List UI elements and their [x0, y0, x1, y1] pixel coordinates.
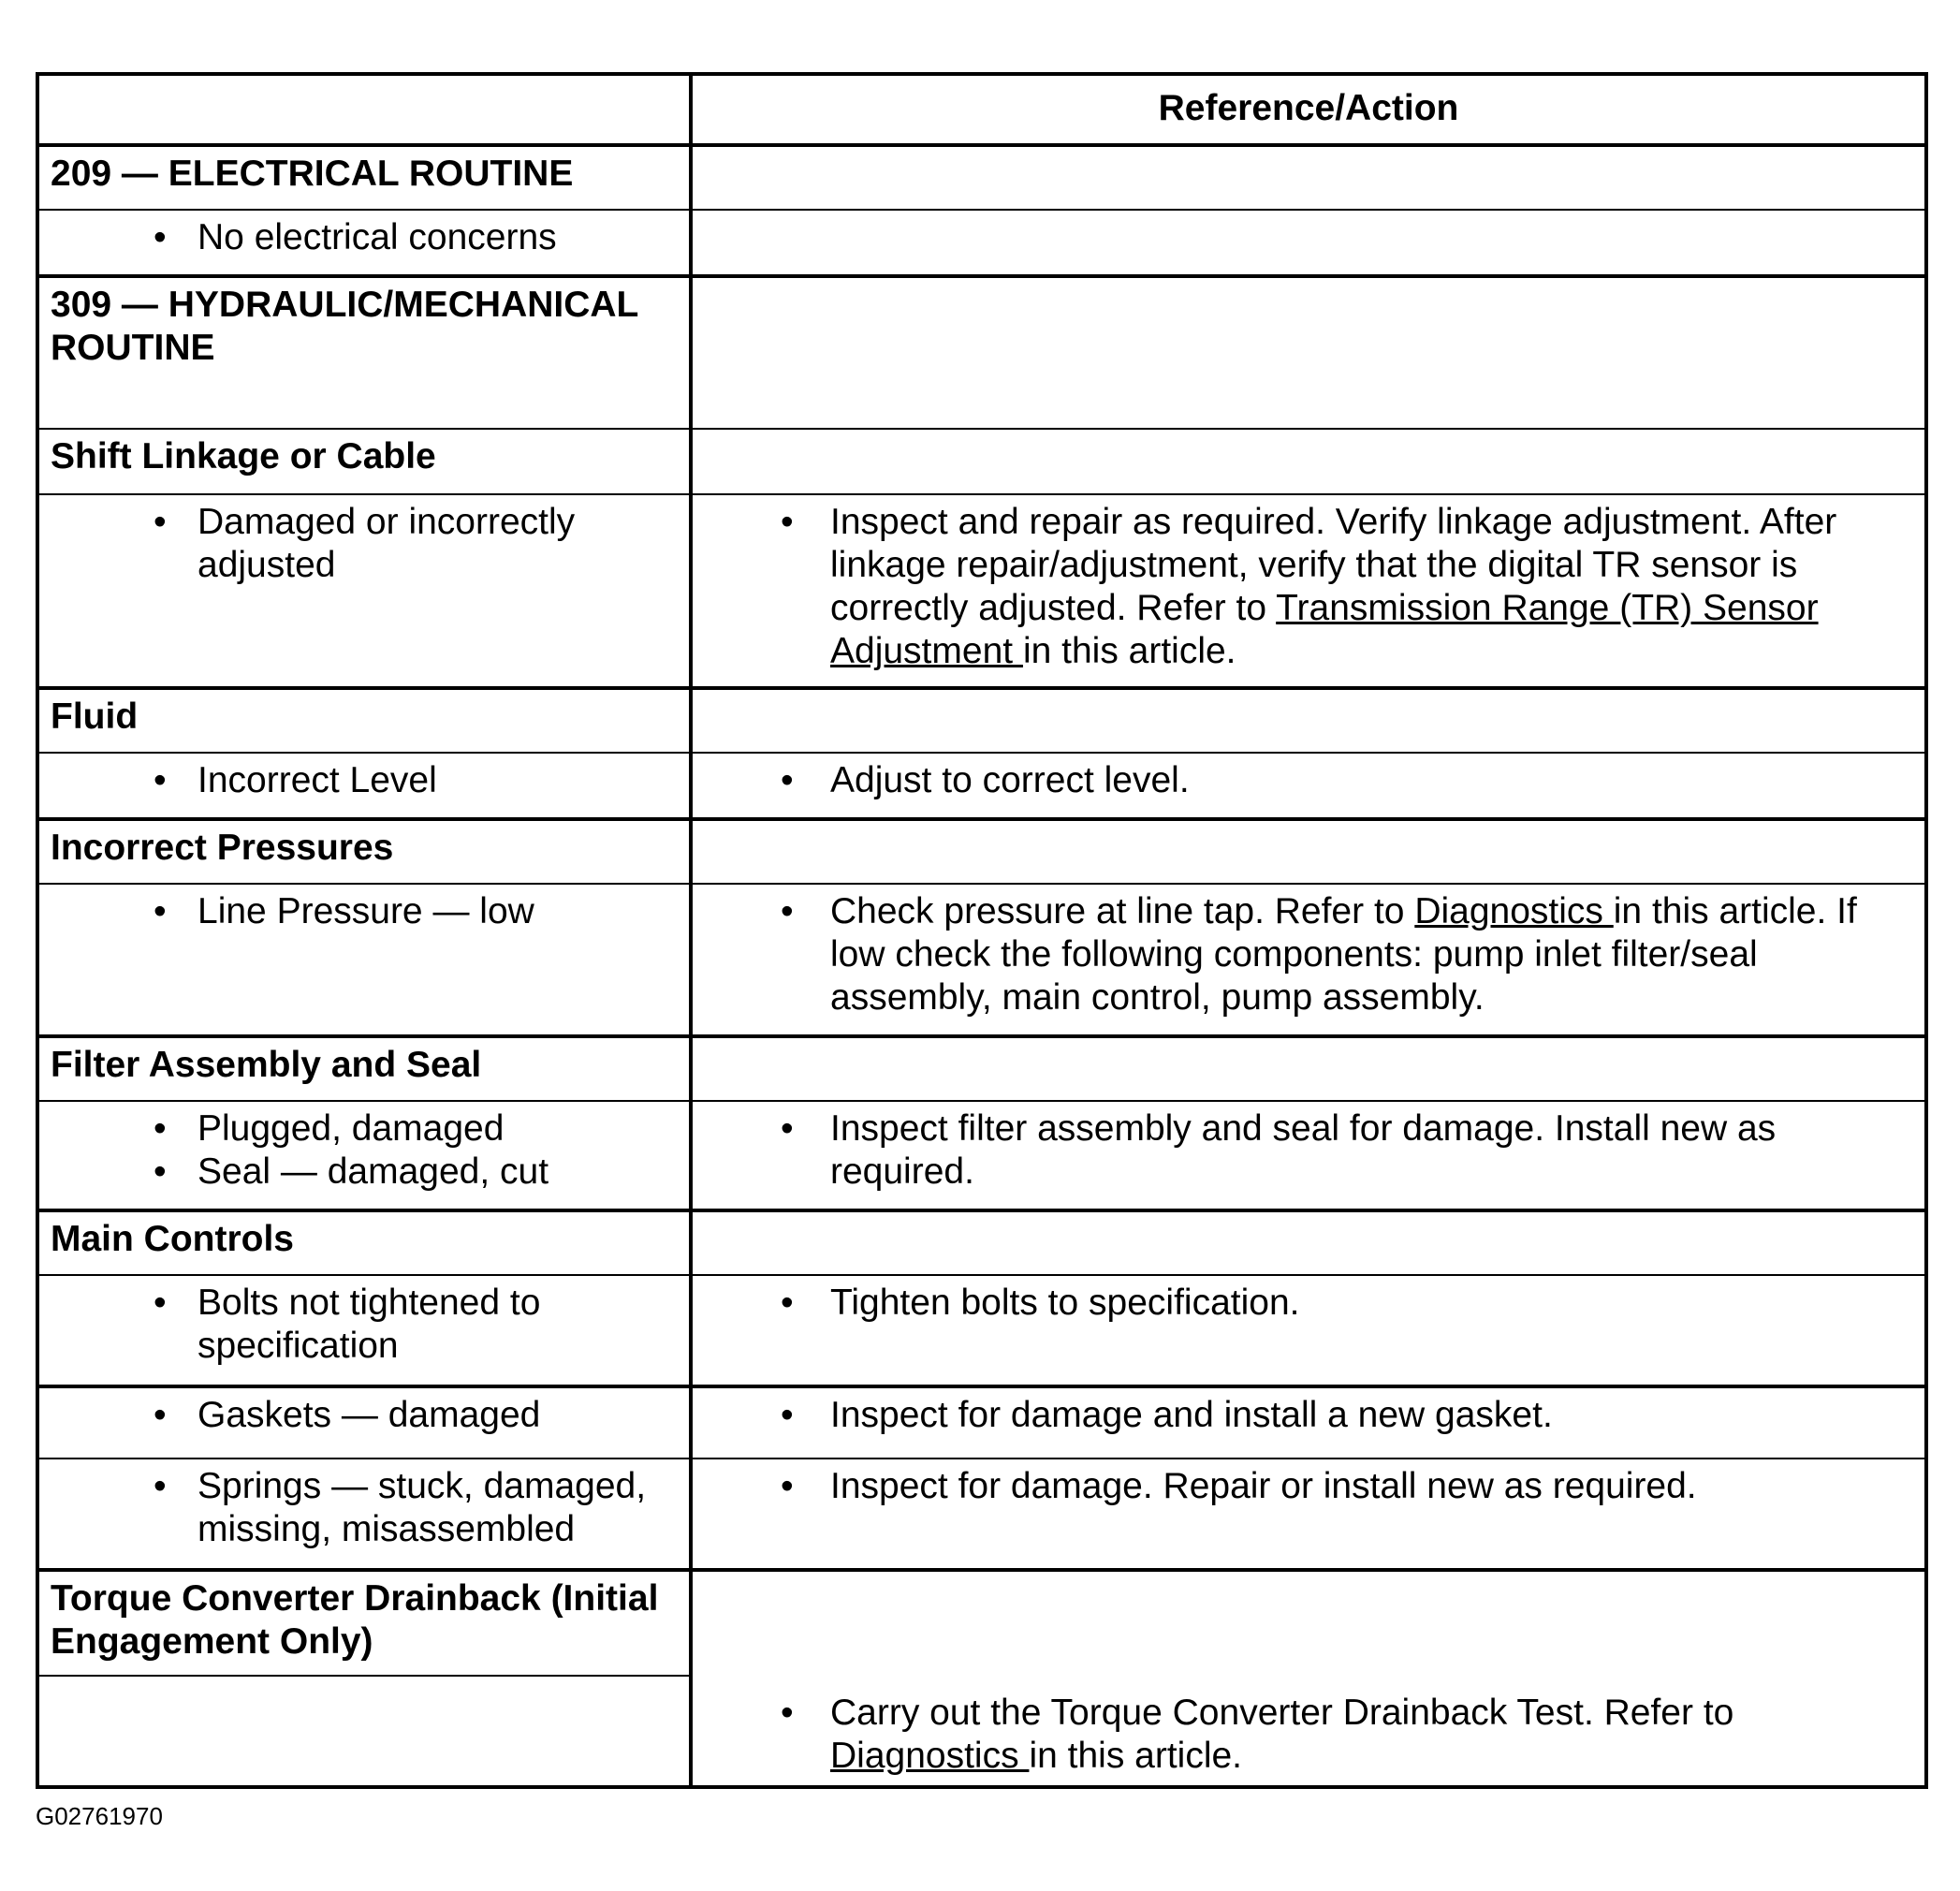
list-item: • Inspect filter assembly and seal for damage. Install new as required.: [781, 1108, 1777, 1192]
list-item: • Incorrect Level: [154, 760, 437, 800]
table-row: [39, 752, 1924, 817]
list-item: • Seal — damaged, cut: [154, 1151, 549, 1192]
list-item: • Carry out the Torque Converter Drainback Test. Refer to Diagnostics in this article.: [781, 1693, 1734, 1776]
table-row: [39, 1209, 1924, 1274]
row-action: [693, 885, 1924, 1034]
row-heading: Main Controls: [39, 1212, 693, 1274]
table-row: [39, 209, 1924, 274]
list-item: • Adjust to correct level.: [781, 760, 1190, 800]
list-item: • Inspect and repair as required. Verify linkage adjustment. After linkage repair/adjustment, verify that the digital TR sensor is correctly adjusted. Refer to Transmission Range (TR) Sensor Adjustment in this article.: [781, 502, 1837, 671]
row-condition: [39, 1388, 693, 1458]
list-item: • Check pressure at line tap. Refer to Diagnostics in this article. If low check the following components: pump inlet filter/seal assembly, main control, pump assembly.: [781, 891, 1857, 1018]
bullet-icon: •: [154, 1395, 167, 1435]
bullet-icon: •: [154, 1283, 167, 1323]
row-heading: 309 — HYDRAULIC/MECHANICAL ROUTINE: [39, 278, 693, 428]
bullet-icon: •: [154, 891, 167, 931]
list-item: • Damaged or incorrectly adjusted: [154, 502, 576, 585]
bullet-icon: •: [154, 760, 167, 800]
row-action: [693, 495, 1924, 686]
row-action: [693, 754, 1924, 817]
table-row: [39, 1034, 1924, 1100]
row-heading: 209 — ELECTRICAL ROUTINE: [39, 147, 693, 209]
bullet-icon: •: [781, 502, 794, 542]
bullet-icon: •: [154, 1108, 167, 1149]
bullet-icon: •: [781, 1395, 794, 1435]
row-action: [693, 278, 1924, 428]
list-item: • Line Pressure — low: [154, 891, 534, 931]
bullet-icon: •: [781, 1108, 794, 1149]
row-heading: Shift Linkage or Cable: [39, 430, 693, 493]
row-action: [693, 1276, 1924, 1385]
row-action: [693, 1038, 1924, 1100]
table-header-row: [39, 76, 1924, 143]
row-condition: [39, 1459, 693, 1568]
table-row: [39, 1385, 1924, 1458]
diagnostics-link[interactable]: Diagnostics: [1414, 891, 1614, 931]
list-item: • Plugged, damaged: [154, 1108, 505, 1149]
list-item: • Bolts not tightened to specification: [154, 1283, 541, 1366]
table-row: [39, 1274, 1924, 1385]
bullet-icon: •: [781, 1466, 794, 1506]
table-row: [39, 883, 1924, 1034]
table-row: [39, 1568, 1924, 1785]
figure-id: G02761970: [36, 1802, 163, 1830]
bullet-icon: •: [154, 1151, 167, 1192]
row-action: [693, 211, 1924, 274]
list-item: • Inspect for damage and install a new gasket.: [781, 1395, 1553, 1435]
diagnosis-table: [36, 72, 1928, 1789]
row-condition: [39, 1102, 693, 1209]
row-condition: [39, 495, 693, 686]
row-condition: [39, 885, 693, 1034]
row-action: [693, 1459, 1924, 1568]
row-condition: [39, 754, 693, 817]
row-action: [693, 1102, 1924, 1209]
bullet-icon: •: [781, 1283, 794, 1323]
row-condition: [39, 1572, 693, 1785]
row-action: [693, 1572, 1924, 1785]
header-reference-action: Reference/Action: [1158, 88, 1459, 128]
row-action: [693, 147, 1924, 209]
bullet-icon: •: [781, 760, 794, 800]
table-row: [39, 493, 1924, 686]
row-action: [693, 1388, 1924, 1458]
bullet-icon: •: [781, 1693, 794, 1733]
list-item: • Gaskets — damaged: [154, 1395, 541, 1435]
list-item: • Springs — stuck, damaged, missing, misassembled: [154, 1466, 647, 1549]
row-heading: Filter Assembly and Seal: [39, 1038, 693, 1100]
empty-condition-cell: [39, 1677, 689, 1785]
table-row: [39, 1100, 1924, 1209]
row-action: [693, 430, 1924, 493]
bullet-icon: •: [154, 1466, 167, 1506]
row-action: [693, 1212, 1924, 1274]
list-item: • No electrical concerns: [154, 217, 557, 257]
bullet-icon: •: [781, 891, 794, 931]
row-action: [693, 821, 1924, 883]
tr-sensor-adjustment-link[interactable]: Transmission Range (TR) Sensor Adjustment: [830, 588, 1819, 671]
row-condition: [39, 1276, 693, 1385]
row-heading: Fluid: [39, 690, 693, 752]
bullet-icon: •: [154, 502, 167, 542]
row-condition: [39, 211, 693, 274]
table-row: [39, 1458, 1924, 1568]
table-row: [39, 817, 1924, 883]
diagnostics-link[interactable]: Diagnostics: [830, 1736, 1030, 1776]
list-item: • Inspect for damage. Repair or install new as required.: [781, 1466, 1697, 1506]
table-row: [39, 428, 1924, 493]
row-heading: Torque Converter Drainback (Initial Engagement Only): [39, 1572, 689, 1677]
table-row: [39, 274, 1924, 428]
table-row: [39, 686, 1924, 752]
row-heading: Incorrect Pressures: [39, 821, 693, 883]
header-left-cell: [39, 76, 693, 143]
row-action: [693, 690, 1924, 752]
table-row: [39, 143, 1924, 209]
bullet-icon: •: [154, 217, 167, 257]
list-item: • Tighten bolts to specification.: [781, 1283, 1300, 1323]
